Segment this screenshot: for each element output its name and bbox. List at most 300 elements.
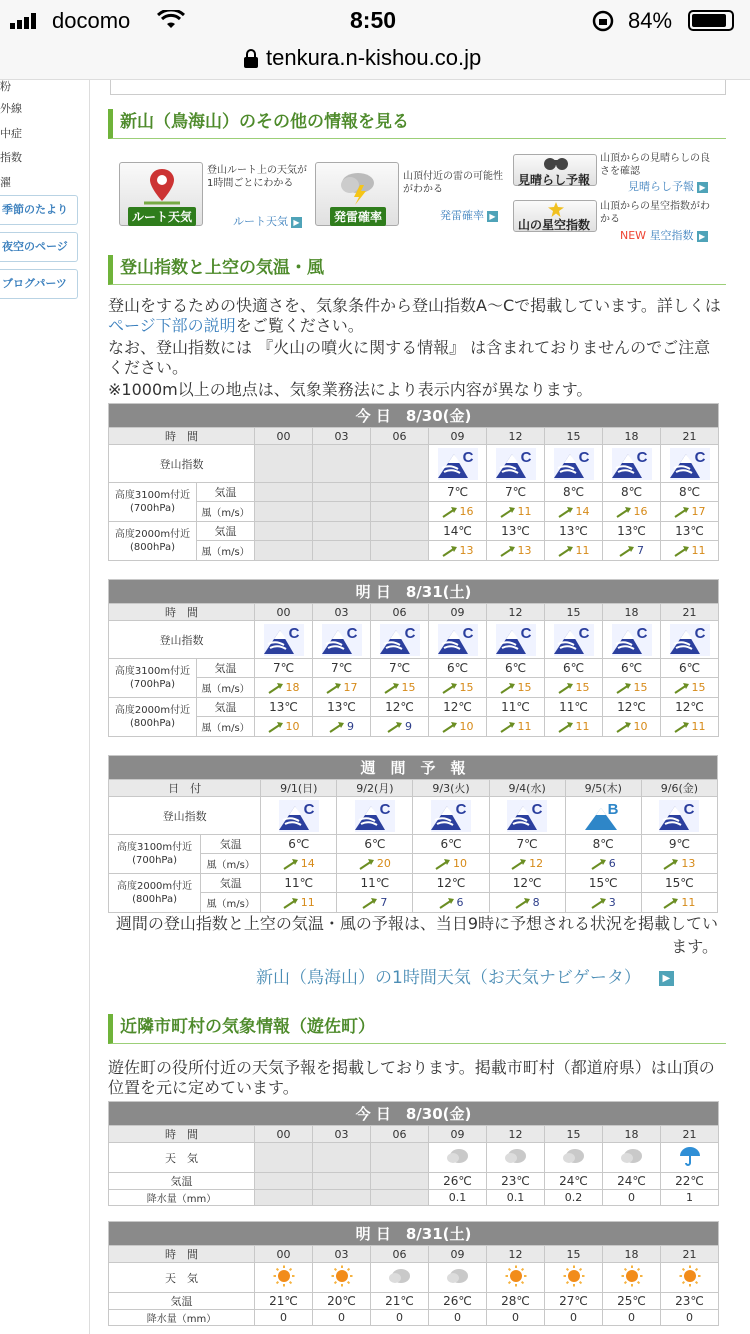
col-header: 03: [313, 1246, 371, 1263]
rotation-lock-icon: [592, 10, 614, 32]
wind-cell-empty: [313, 541, 371, 561]
arrow-right-icon: ▶: [487, 211, 498, 222]
temp-cell-empty: [371, 483, 429, 502]
wind-cell: [487, 541, 545, 561]
wind-cell: [261, 854, 337, 874]
col-header: 12: [487, 428, 545, 445]
rain-cell: 0: [429, 1310, 487, 1326]
index-cell: [603, 621, 661, 659]
wind-cell: [487, 502, 545, 522]
wind-speed: 15: [459, 681, 474, 694]
wind-arrow-icon: [268, 721, 284, 733]
wind-cell: [255, 678, 313, 698]
temp-cell-empty: [255, 483, 313, 502]
town2-table: [108, 1221, 719, 1326]
wind-cell: [565, 854, 641, 874]
col-header: 03: [313, 1126, 371, 1143]
wind-speed: 7: [380, 896, 388, 909]
index-cell: [261, 797, 337, 835]
col-header: 時 間: [109, 428, 255, 445]
wind-arrow-icon: [329, 721, 345, 733]
rain-cell: 0.1: [429, 1190, 487, 1206]
climbing-index-c-icon: [355, 800, 395, 832]
temp-cell: 6℃: [337, 835, 413, 854]
index-cell: [565, 797, 641, 835]
wind-arrow-icon: [663, 858, 679, 870]
temp-cell: 6℃: [661, 659, 719, 678]
index-cell: [489, 797, 565, 835]
temp-cell: 24℃: [545, 1173, 603, 1190]
wind-arrow-icon: [283, 897, 299, 909]
wind-arrow-icon: [326, 682, 342, 694]
sidebar-item[interactable]: 粉: [0, 80, 11, 93]
temp-cell: 7℃: [371, 659, 429, 678]
col-header: 21: [661, 604, 719, 621]
weather-cell: [661, 1263, 719, 1293]
wind-cell: [641, 854, 717, 874]
climbing-index-c-icon: [507, 800, 547, 832]
volcano-note: なお、登山指数には 『火山の噴火に関する情報』 は含まれておりませんのでご注意ください。: [108, 338, 711, 377]
battery-icon: [688, 10, 734, 31]
section-title-climbing-index: 登山指数と上空の気温・風: [108, 255, 726, 285]
wind-cell-empty: [371, 502, 429, 522]
temp-cell: 15℃: [641, 874, 717, 893]
wind-cell: [487, 678, 545, 698]
wind-cell: [641, 893, 717, 913]
col-header: 9/6(金): [641, 780, 717, 797]
col-header: 00: [255, 1126, 313, 1143]
section-title-nearby-town: 近隣市町村の気象情報（遊佐町）: [108, 1014, 726, 1044]
wind-speed: 10: [285, 720, 300, 733]
col-header: 9/5(木): [565, 780, 641, 797]
sun-icon: [505, 1265, 527, 1287]
wind-speed: 11: [517, 505, 532, 518]
wind-speed: 14: [575, 505, 590, 518]
col-header: 時 間: [109, 1246, 255, 1263]
wind-cell: [603, 502, 661, 522]
index-label: 登山指数: [109, 445, 255, 483]
wind-arrow-icon: [558, 682, 574, 694]
temp-cell: 13℃: [255, 698, 313, 717]
sun-icon: [331, 1265, 353, 1287]
col-header: 9/3(火): [413, 780, 489, 797]
star-index-desc: 山頂からの星空指数がわかる: [600, 201, 710, 225]
climbing-index-c-icon: [554, 448, 594, 480]
arrow-right-icon: ▶: [291, 217, 302, 228]
wind-arrow-icon: [616, 682, 632, 694]
wind-cell: [337, 893, 413, 913]
wind-arrow-icon: [359, 858, 375, 870]
svg-text:C: C: [531, 800, 543, 818]
town2-date-header: 明 日 8/31(土): [109, 1222, 719, 1246]
wind-arrow-icon: [674, 721, 690, 733]
col-header: 06: [371, 428, 429, 445]
star-index-button[interactable]: [513, 200, 597, 232]
svg-text:C: C: [636, 448, 647, 466]
route-weather-label: ルート天気: [128, 207, 196, 226]
wind-speed: 12: [529, 857, 544, 870]
wind-speed: 9: [347, 720, 354, 733]
route-weather-link[interactable]: ルート天気 ▶: [233, 213, 302, 229]
wind-arrow-icon: [442, 682, 458, 694]
svg-text:C: C: [578, 448, 589, 466]
day2-table: [108, 579, 719, 737]
wind-arrow-icon: [674, 682, 690, 694]
wind-arrow-icon: [387, 721, 403, 733]
star-icon: [548, 202, 564, 217]
temp-label: 気温: [197, 659, 255, 678]
climbing-index-c-icon: [612, 624, 652, 656]
wind-cell: [429, 502, 487, 522]
wind-cell: [545, 678, 603, 698]
temp-cell: 7℃: [255, 659, 313, 678]
temp-cell: 6℃: [603, 659, 661, 678]
temp-cell: 6℃: [545, 659, 603, 678]
wind-speed: 6: [456, 896, 464, 909]
wind-arrow-icon: [558, 506, 574, 518]
wind-cell: [661, 541, 719, 561]
rain-cell-empty: [313, 1190, 371, 1206]
temp-cell: 27℃: [545, 1293, 603, 1310]
wind-speed: 11: [681, 896, 696, 909]
climbing-index-c-icon: [431, 800, 471, 832]
sidebar-button-nightsky[interactable]: 夜空のページ: [0, 232, 78, 262]
wind-speed: 11: [691, 720, 706, 733]
col-header: 00: [255, 1246, 313, 1263]
index-label: 登山指数: [109, 797, 261, 835]
temp-cell: 12℃: [661, 698, 719, 717]
temp-cell: 6℃: [261, 835, 337, 854]
star-index-link[interactable]: NEW 星空指数 ▶: [620, 227, 708, 243]
route-weather-desc: 登山ルート上の天気が1時間ごとにわかる: [207, 165, 307, 189]
view-forecast-button[interactable]: [513, 154, 597, 186]
col-header: 00: [255, 428, 313, 445]
index-cell-empty: [255, 445, 313, 483]
climbing-index-c-icon: [496, 448, 536, 480]
temp-cell: 6℃: [429, 659, 487, 678]
col-header: 21: [661, 1126, 719, 1143]
wind-speed: 13: [681, 857, 696, 870]
climbing-index-c-icon: [279, 800, 319, 832]
col-header: 12: [487, 1126, 545, 1143]
temp-cell: 7℃: [489, 835, 565, 854]
wind-cell: [371, 678, 429, 698]
wind-arrow-icon: [591, 897, 607, 909]
svg-text:C: C: [636, 624, 647, 642]
town1-table: [108, 1101, 719, 1206]
day2-date-header: 明 日 8/31(土): [109, 580, 719, 604]
sidebar-item[interactable]: 濯: [0, 176, 11, 189]
altitude-label: 高度3100m付近 (700hPa): [109, 659, 197, 698]
index-cell: [641, 797, 717, 835]
climbing-index-c-icon: [380, 624, 420, 656]
svg-text:C: C: [346, 624, 357, 642]
index-cell: [661, 621, 719, 659]
wind-cell: [487, 717, 545, 737]
temp-cell-empty: [313, 522, 371, 541]
wind-label: 風（m/s）: [197, 502, 255, 522]
temp-cell: 20℃: [313, 1293, 371, 1310]
svg-text:C: C: [455, 800, 467, 818]
temp-cell: 26℃: [429, 1173, 487, 1190]
temp-cell: 11℃: [487, 698, 545, 717]
temp-cell: 7℃: [487, 483, 545, 502]
wind-arrow-icon: [442, 506, 458, 518]
temp-cell: 22℃: [661, 1173, 719, 1190]
wind-speed: 15: [401, 681, 416, 694]
wind-arrow-icon: [616, 721, 632, 733]
weather-cell: [487, 1263, 545, 1293]
thunder-link[interactable]: 発雷確率 ▶: [440, 207, 498, 223]
col-header: 9/2(月): [337, 780, 413, 797]
temp-cell: 26℃: [429, 1293, 487, 1310]
sidebar-button-blogparts[interactable]: ブログパーツ: [0, 269, 78, 299]
wind-speed: 17: [343, 681, 358, 694]
cloud-icon: [446, 1147, 470, 1165]
wind-speed: 8: [532, 896, 540, 909]
previous-box-bottom: [110, 80, 726, 95]
wind-arrow-icon: [500, 545, 516, 557]
svg-text:C: C: [694, 448, 705, 466]
sidebar-button-season[interactable]: 季節のたより: [0, 195, 78, 225]
weather-label: 天 気: [109, 1263, 255, 1293]
sidebar-item[interactable]: 中症: [0, 127, 22, 140]
wind-cell: [261, 893, 337, 913]
temp-cell: 8℃: [565, 835, 641, 854]
rain-cell: 0: [603, 1190, 661, 1206]
temp-cell: 6℃: [487, 659, 545, 678]
col-header: 18: [603, 1126, 661, 1143]
clock: 8:50: [350, 7, 397, 33]
wind-arrow-icon: [663, 897, 679, 909]
temp-cell: 12℃: [429, 698, 487, 717]
route-weather-button[interactable]: [119, 162, 203, 226]
explanation-link[interactable]: ページ下部の説明: [108, 316, 236, 335]
wind-cell-empty: [255, 541, 313, 561]
wind-speed: 13: [517, 544, 532, 557]
arrow-right-icon: ▶: [659, 971, 674, 986]
sidebar: [0, 80, 90, 1334]
day1-table: [108, 403, 719, 561]
altitude-label: 高度2000m付近 (800hPa): [109, 698, 197, 737]
wind-arrow-icon: [362, 897, 378, 909]
col-header: 時 間: [109, 1126, 255, 1143]
col-header: 15: [545, 1246, 603, 1263]
weather-cell: [545, 1263, 603, 1293]
wind-speed: 11: [575, 544, 590, 557]
temp-cell: 21℃: [371, 1293, 429, 1310]
wind-arrow-icon: [591, 858, 607, 870]
section-title-other-info: 新山（鳥海山）のその他の情報を見る: [108, 109, 726, 139]
rain-cell-empty: [371, 1190, 429, 1206]
wind-label: 風（m/s）: [197, 541, 255, 561]
index-cell: [371, 621, 429, 659]
temp-cell-empty: [371, 522, 429, 541]
wind-speed: 16: [633, 505, 648, 518]
wind-arrow-icon: [439, 897, 455, 909]
cloud-icon: [446, 1267, 470, 1285]
signal-icon: [10, 13, 42, 29]
wind-cell: [545, 541, 603, 561]
wind-arrow-icon: [674, 506, 690, 518]
temp-cell: 21℃: [255, 1293, 313, 1310]
wind-cell: [545, 717, 603, 737]
altitude-label: 高度2000m付近 (800hPa): [109, 522, 197, 561]
weather-cell: [603, 1143, 661, 1173]
index-cell: [413, 797, 489, 835]
temp-cell: 23℃: [487, 1173, 545, 1190]
climbing-index-c-icon: [670, 624, 710, 656]
temp-cell: 13℃: [545, 522, 603, 541]
svg-text:C: C: [379, 800, 391, 818]
temp-cell: 12℃: [603, 698, 661, 717]
col-header: 09: [429, 1126, 487, 1143]
url-bar[interactable]: [0, 40, 750, 80]
climbing-index-c-icon: [322, 624, 362, 656]
altitude-label: 高度2000m付近 (800hPa): [109, 874, 201, 913]
col-header: 06: [371, 604, 429, 621]
wind-speed: 10: [459, 720, 474, 733]
temp-cell-empty: [255, 1173, 313, 1190]
altitude-label: 高度3100m付近 (700hPa): [109, 483, 197, 522]
wind-speed: 16: [459, 505, 474, 518]
climbing-index-c-icon: [659, 800, 699, 832]
wind-arrow-icon: [268, 682, 284, 694]
wind-cell: [313, 717, 371, 737]
wind-speed: 13: [459, 544, 474, 557]
temp-cell-empty: [313, 1173, 371, 1190]
col-header: 9/1(日): [261, 780, 337, 797]
wind-arrow-icon: [283, 858, 299, 870]
wind-arrow-icon: [500, 721, 516, 733]
cloud-icon: [388, 1267, 412, 1285]
cloud-icon: [620, 1147, 644, 1165]
day1-date-header: 今 日 8/30(金): [109, 404, 719, 428]
url-text: tenkura.n-kishou.co.jp: [266, 45, 482, 70]
svg-text:C: C: [520, 448, 531, 466]
rain-label: 降水量（mm）: [109, 1310, 255, 1326]
col-header: 18: [603, 1246, 661, 1263]
wind-cell: [545, 502, 603, 522]
town1-date-header: 今 日 8/30(金): [109, 1102, 719, 1126]
svg-text:C: C: [520, 624, 531, 642]
col-header: 03: [313, 604, 371, 621]
sidebar-item[interactable]: 外線: [0, 102, 22, 115]
rain-cell: 0: [487, 1310, 545, 1326]
rain-cell: 1: [661, 1190, 719, 1206]
wind-arrow-icon: [442, 545, 458, 557]
temp-label: 気温: [197, 483, 255, 502]
wind-cell: [661, 678, 719, 698]
col-header: 21: [661, 1246, 719, 1263]
col-header: 09: [429, 428, 487, 445]
binoculars-icon: [542, 156, 570, 171]
status-bar: [0, 0, 750, 40]
wind-label: 風（m/s）: [197, 678, 255, 698]
col-header: 18: [603, 428, 661, 445]
index-cell: [661, 445, 719, 483]
temp-label: 気温: [197, 698, 255, 717]
wind-speed: 17: [691, 505, 706, 518]
climbing-index-c-icon: [554, 624, 594, 656]
svg-text:B: B: [607, 800, 619, 818]
week-date-header: 週 間 予 報: [109, 756, 718, 780]
wind-label: 風（m/s）: [197, 717, 255, 737]
sidebar-item[interactable]: 指数: [0, 151, 22, 164]
thunder-cloud-icon: [336, 167, 380, 205]
wind-arrow-icon: [558, 721, 574, 733]
wind-cell: [603, 717, 661, 737]
rain-label: 降水量（mm）: [109, 1190, 255, 1206]
altitude-label: 高度3100m付近 (700hPa): [109, 835, 201, 874]
index-label: 登山指数: [109, 621, 255, 659]
svg-text:C: C: [683, 800, 695, 818]
star-index-label: 山の星空指数: [518, 218, 591, 232]
thunder-button[interactable]: [315, 162, 399, 226]
col-header: 時 間: [109, 604, 255, 621]
temp-cell: 6℃: [413, 835, 489, 854]
wind-cell: [429, 717, 487, 737]
climbing-index-c-icon: [438, 624, 478, 656]
rain-cell: 0: [661, 1310, 719, 1326]
wind-arrow-icon: [616, 506, 632, 518]
wind-speed: 10: [633, 720, 648, 733]
col-header: 06: [371, 1246, 429, 1263]
wind-arrow-icon: [515, 897, 531, 909]
index-cell: [545, 445, 603, 483]
col-header: 12: [487, 1246, 545, 1263]
index-cell: [313, 621, 371, 659]
rain-cell: 0: [603, 1310, 661, 1326]
temp-cell: 8℃: [603, 483, 661, 502]
climbing-index-intro: 登山をするための快適さを、気象条件から登山指数A〜Cで掲載しています。詳しくはページ下部の説明をご覧ください。: [108, 296, 721, 335]
index-cell: [429, 621, 487, 659]
temp-cell: 24℃: [603, 1173, 661, 1190]
weather-cell-empty: [313, 1143, 371, 1173]
index-cell: [255, 621, 313, 659]
thunder-desc: 山頂付近の雷の可能性がわかる: [403, 171, 503, 195]
wind-speed: 9: [405, 720, 412, 733]
temp-cell: 9℃: [641, 835, 717, 854]
wind-speed: 15: [517, 681, 532, 694]
wind-speed: 15: [691, 681, 706, 694]
col-header: 09: [429, 1246, 487, 1263]
battery-percent: 84%: [628, 8, 673, 33]
temp-cell: 14℃: [429, 522, 487, 541]
wind-cell: [429, 541, 487, 561]
svg-text:C: C: [404, 624, 415, 642]
col-header: 21: [661, 428, 719, 445]
wind-cell-empty: [371, 541, 429, 561]
col-header: 日 付: [109, 780, 261, 797]
svg-text:C: C: [462, 624, 473, 642]
wind-cell: [429, 678, 487, 698]
route-pin-icon: [144, 167, 180, 205]
weather-cell: [487, 1143, 545, 1173]
temp-label: 気温: [197, 522, 255, 541]
sun-icon: [621, 1265, 643, 1287]
index-cell-empty: [371, 445, 429, 483]
hourly-weather-link[interactable]: 新山（鳥海山）の1時間天気（お天気ナビゲータ） ▶: [256, 968, 726, 988]
col-header: 15: [545, 428, 603, 445]
weather-cell-empty: [371, 1143, 429, 1173]
sun-icon: [679, 1265, 701, 1287]
sun-icon: [563, 1265, 585, 1287]
index-cell: [487, 445, 545, 483]
view-forecast-link[interactable]: 見晴らし予報 ▶: [628, 178, 708, 194]
cloud-icon: [504, 1147, 528, 1165]
weather-label: 天 気: [109, 1143, 255, 1173]
